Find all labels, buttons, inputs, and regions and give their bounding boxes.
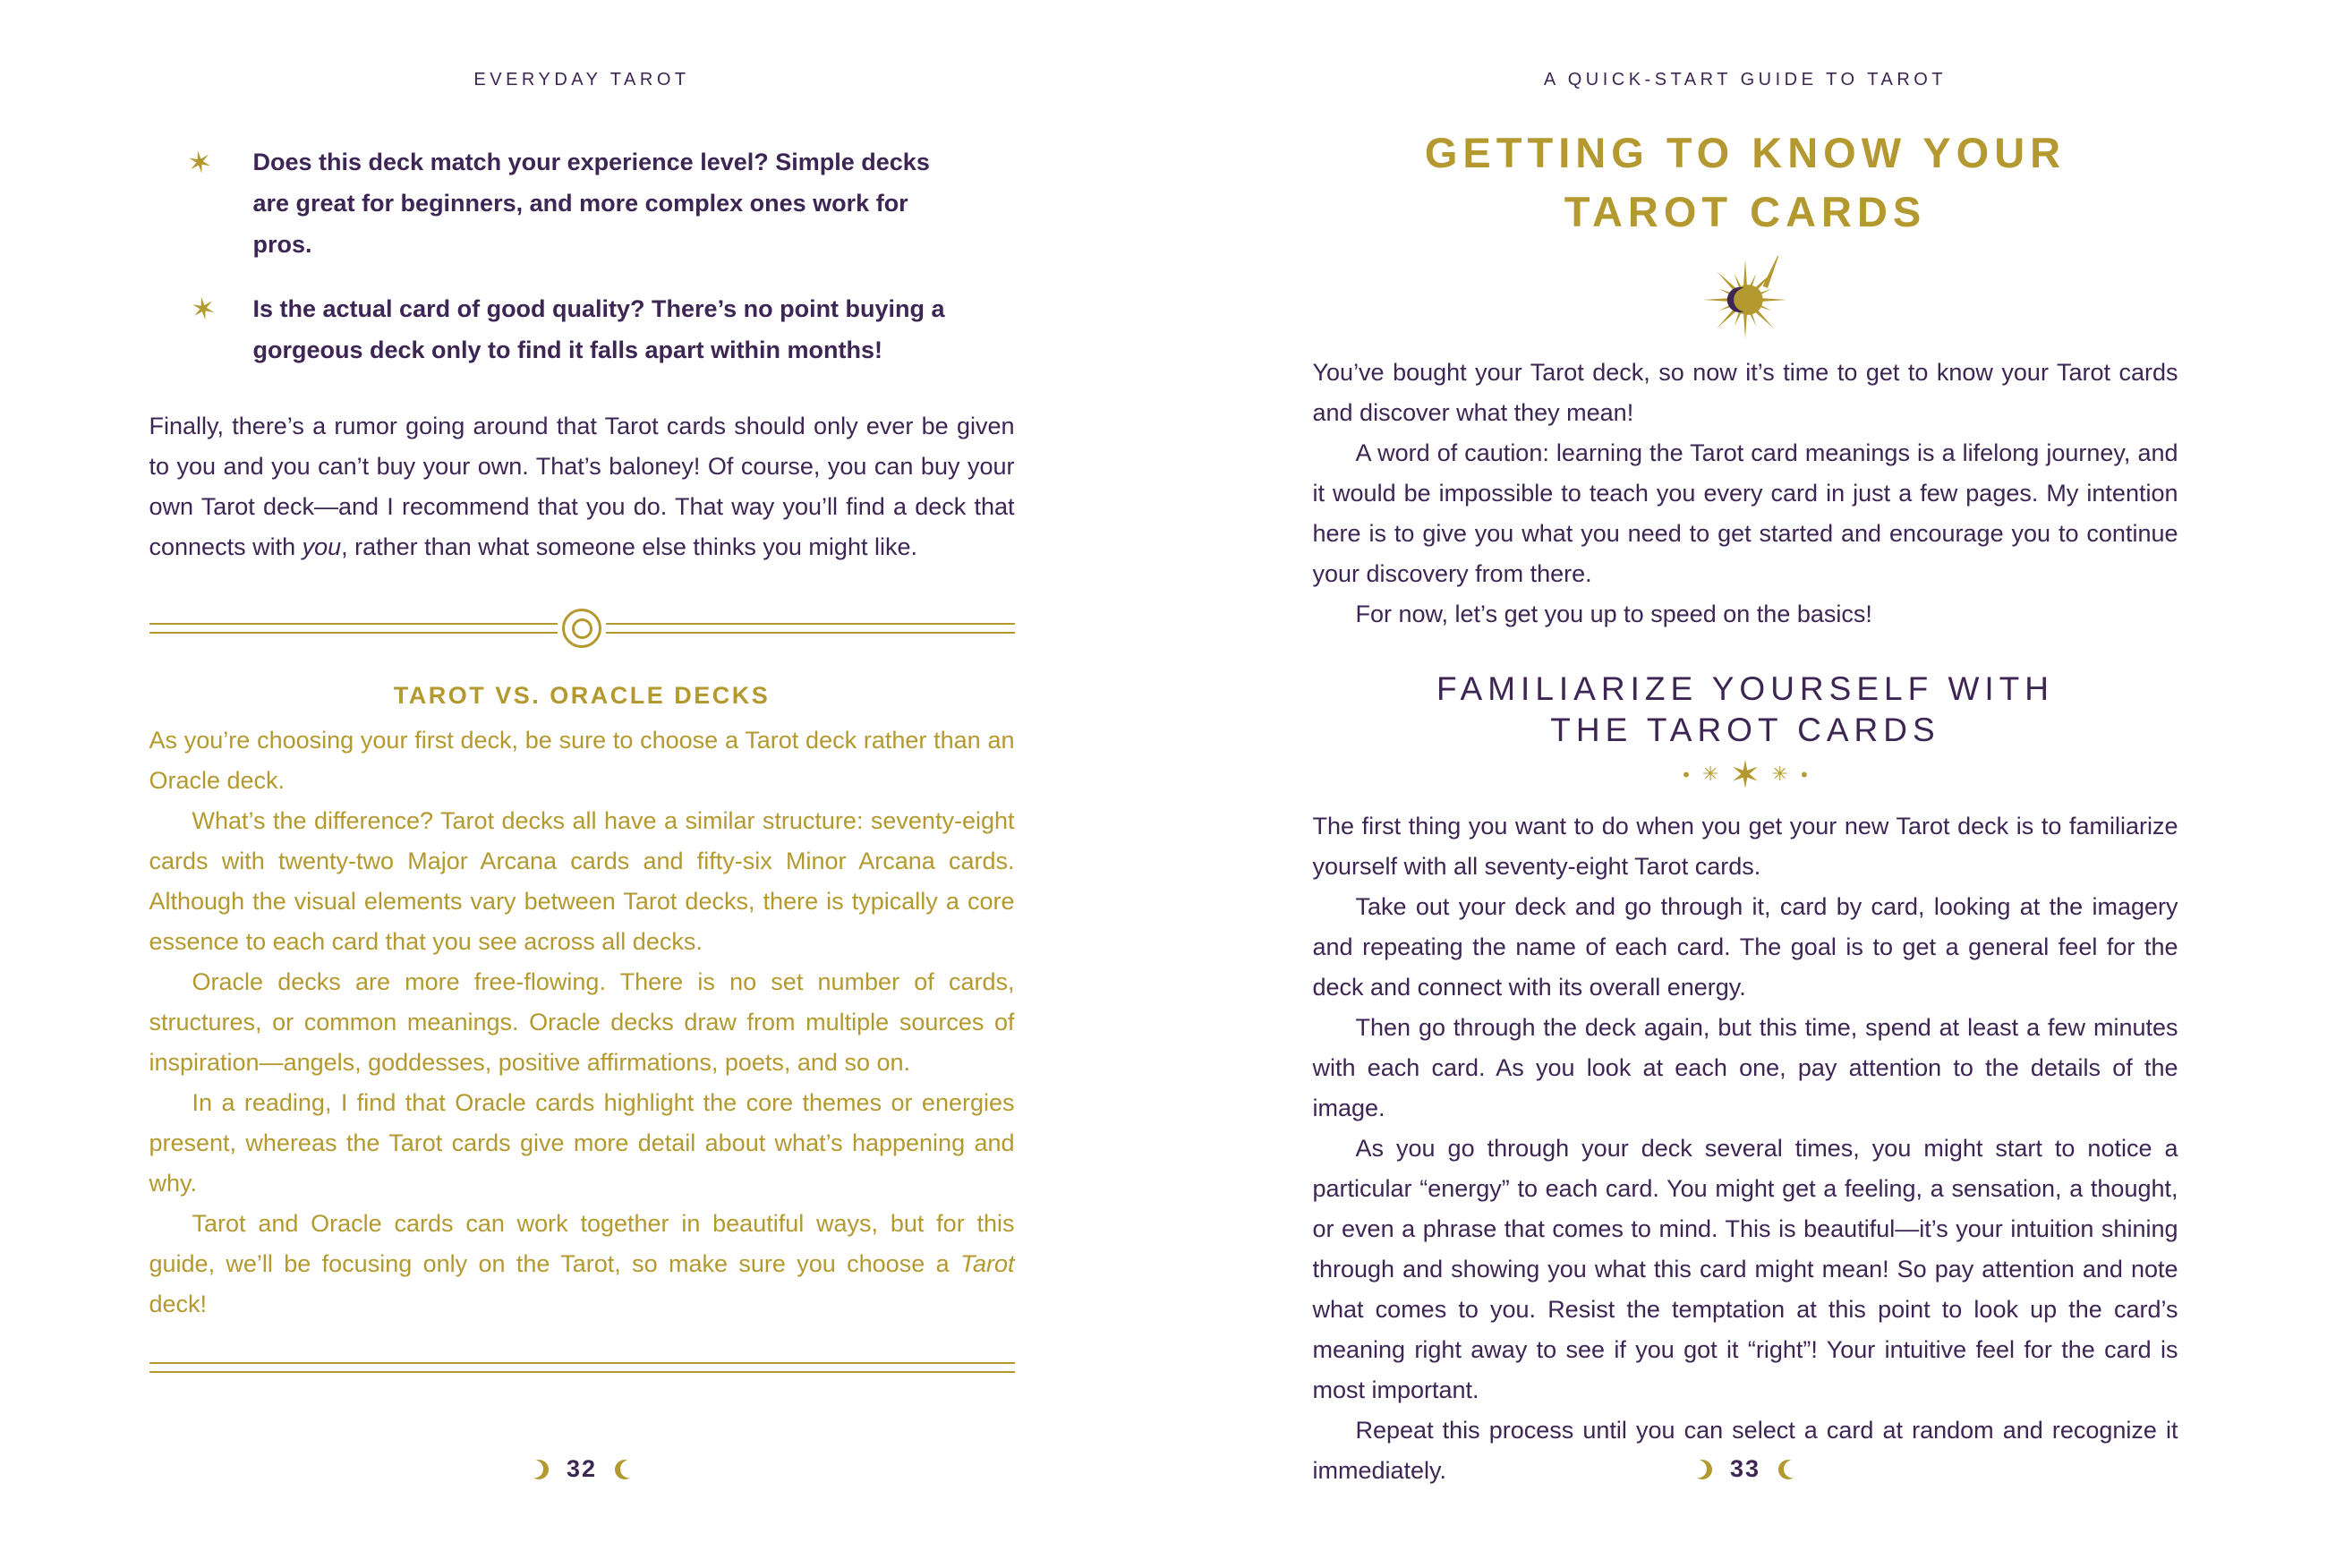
paragraph: You’ve bought your Tarot deck, so now it’s time to get to know your Tarot cards and discover what they mean!	[1312, 359, 2178, 426]
circle-ornament-inner	[572, 618, 592, 639]
paragraph: Tarot and Oracle cards can work together in beautiful ways, but for this guide, we’ll be focusing only on the Tarot, so make sure you choose a Tarot deck!	[149, 1210, 1015, 1317]
page-footer-right	[1164, 1455, 2327, 1483]
section-subheading	[1313, 669, 2178, 751]
page-footer-left	[0, 1455, 1164, 1483]
crescent-moon-right-icon	[1777, 1458, 1800, 1481]
page-right	[1164, 0, 2327, 1568]
paragraph: Finally, there’s a rumor going around that Tarot cards should only ever be given to you and you can’t buy your own. That’s baloney! Of course, you can buy your own Tarot deck—and I recommend that you do. That way you’ll find a deck that connects with you, rather than what someone else thinks you might like.	[149, 413, 1015, 560]
double-rule-right	[606, 623, 1015, 634]
bullet-list	[149, 141, 1015, 371]
running-head-left: EVERYDAY TAROT	[473, 70, 690, 89]
subheading-line1: FAMILIARIZE YOURSELF WITH	[1436, 670, 2054, 707]
paragraph: What’s the difference? Tarot decks all have a similar structure: seventy-eight cards with twenty-two Major Arcana cards and fifty-six Minor Arcana cards. Although the visual elements vary between Tarot decks, there is typically a core essence to each card that you see across all decks.	[149, 807, 1015, 955]
paragraph: For now, let’s get you up to speed on the basics!	[1355, 601, 1872, 627]
intro-body	[1313, 353, 2178, 635]
star-bullet-icon: ✶	[187, 289, 219, 330]
paragraph: A word of caution: learning the Tarot card meanings is a lifelong journey, and it would be impossible to teach you every card in just a few pages. My intention here is to give you what you need to get started and encourage you to continue your discovery from there.	[1312, 439, 2178, 587]
page-left-content	[149, 141, 1015, 1373]
crescent-moon-right-icon	[613, 1458, 636, 1481]
sun-moon-icon	[1703, 256, 1787, 344]
paragraph: As you go through your deck several times, you might start to notice a particular “energy” to each card. You might get a feeling, a sensation, a thought, or even a phrase that comes to mind. This is beautiful—it’s your intuition shining through and showing you what this card might mean! So pay attention and note what comes to you. Resist the temptation at this point to look up the card’s meaning right away to see if you got it “right”! Your intuitive feel for the card is most important.	[1312, 1135, 2178, 1403]
circle-ornament-icon	[562, 609, 601, 648]
sun-ornament-wrap	[1313, 256, 2178, 344]
bullet-text: Does this deck match your experience level? Simple decks are great for beginners, and more complex ones work for pros.	[252, 149, 930, 258]
chapter-title-line1: GETTING TO KNOW YOUR	[1424, 129, 2067, 176]
running-head-right: A QUICK-START GUIDE TO TAROT	[1543, 70, 1948, 89]
double-rule-bottom	[149, 1362, 1015, 1373]
subheading-line2: THE TAROT CARDS	[1550, 712, 1940, 748]
paragraph: As you’re choosing your first deck, be sure to choose a Tarot deck rather than an Oracle deck.	[149, 727, 1015, 794]
sparkle-star-icon: ✳	[1701, 763, 1719, 786]
page-number: 32	[566, 1455, 598, 1482]
bullet-text: Is the actual card of good quality? There’s no point buying a gorgeous deck only to find it falls apart within months!	[252, 295, 945, 363]
list-item	[149, 141, 1015, 265]
page-number: 33	[1729, 1455, 1761, 1482]
section-body	[149, 720, 1015, 1325]
paragraph: In a reading, I find that Oracle cards highlight the core themes or energies present, whereas the Tarot cards give more detail about what’s happening and why.	[149, 1089, 1015, 1197]
dot-icon: •	[1681, 764, 1692, 786]
chapter-title-line2: TAROT CARDS	[1564, 188, 1927, 235]
star-bullet-icon: ✶	[183, 143, 216, 183]
paragraph: The first thing you want to do when you get your new Tarot deck is to familiarize yourself with all seventy-eight Tarot cards.	[1312, 813, 2178, 880]
double-rule-left	[149, 623, 558, 634]
crescent-moon-left-icon	[1691, 1458, 1714, 1481]
star-ornament	[1313, 753, 2178, 797]
paragraph: Repeat this process until you can select a card at random and recognize it immediately.	[1312, 1417, 2178, 1484]
page-right-content	[1313, 124, 2178, 1491]
paragraph: Oracle decks are more free-flowing. There is no set number of cards, structures, or common meanings. Oracle decks draw from multiple sources of inspiration—angels, goddesses, positive affirmations, poets, and so on.	[149, 968, 1015, 1076]
section-heading: TAROT VS. ORACLE DECKS	[393, 682, 771, 709]
dot-icon: •	[1799, 764, 1810, 786]
crescent-moon-left-icon	[527, 1458, 550, 1481]
paragraph: Take out your deck and go through it, card by card, looking at the imagery and repeating the name of each card. The goal is to get a general feel for the deck and connect with its overall energy.	[1312, 893, 2178, 1001]
list-item	[149, 288, 1015, 371]
section-body	[1313, 806, 2178, 1491]
chapter-title	[1313, 124, 2178, 242]
paragraph: Then go through the deck again, but this time, spend at least a few minutes with each card. As you look at each one, pay attention to the details of the image.	[1312, 1014, 2178, 1121]
divider-ornament	[149, 609, 1015, 648]
six-point-star-icon: ✶	[1729, 753, 1761, 797]
sparkle-star-icon: ✳	[1771, 763, 1789, 786]
